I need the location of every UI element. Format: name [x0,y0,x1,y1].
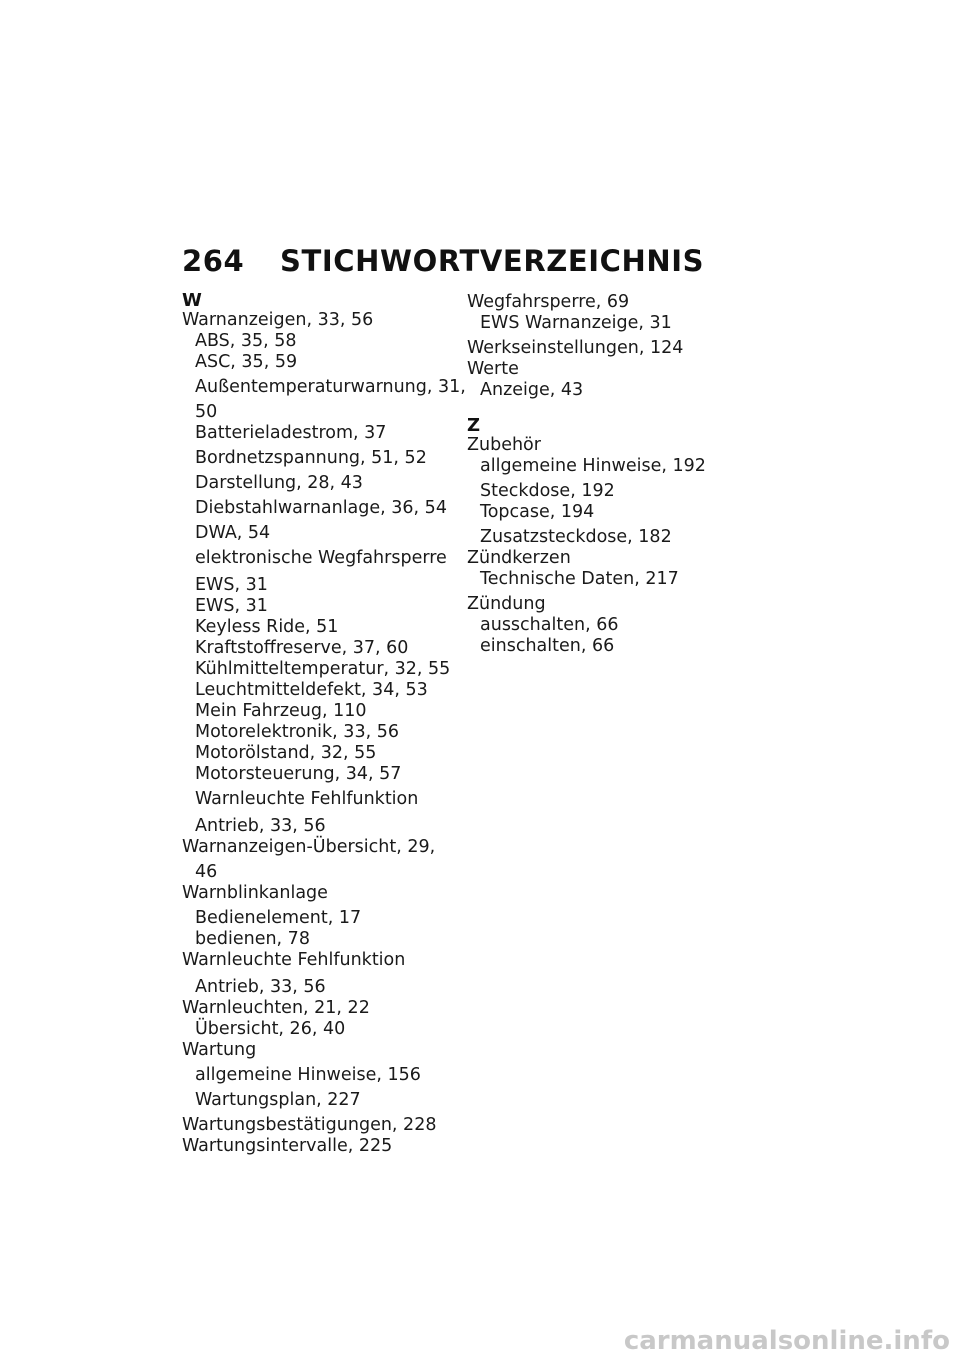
index-subentry: Keyless Ride, 51 [195,617,339,637]
index-entry: Wartungsbestätigungen, 228 [182,1115,437,1135]
index-subentry-continuation: Antrieb, 33, 56 [195,816,326,836]
index-subentry: ABS, 35, 58 [195,331,297,351]
page-header [182,244,704,278]
index-subentry: einschalten, 66 [480,636,615,656]
index-subentry: Übersicht, 26, 40 [195,1019,346,1039]
index-column-right [467,292,767,657]
index-subentry: Bordnetzspannung, 51, 52 [195,448,427,468]
section-letter-w: W [182,290,202,311]
index-subentry-continuation: EWS, 31 [195,575,268,595]
index-column-left [182,290,466,1157]
index-subentry-continuation: 50 [195,402,218,422]
index-entry: Werkseinstellungen, 124 [467,338,684,358]
index-subentry: ausschalten, 66 [480,615,619,635]
index-subentry: Motorsteuerung, 34, 57 [195,764,402,784]
index-subentry: Technische Daten, 217 [480,569,679,589]
index-subentry: Wartungsplan, 227 [195,1090,361,1110]
index-subentry: Motorelektronik, 33, 56 [195,722,399,742]
index-subentry: allgemeine Hinweise, 192 [480,456,706,476]
page-number: 264 [182,244,245,278]
index-subentry: DWA, 54 [195,523,271,543]
index-subentry: Steckdose, 192 [480,481,615,501]
index-entry: Warnleuchte Fehlfunktion [182,950,406,970]
index-entry: Zündkerzen [467,548,571,568]
index-subentry: Bedienelement, 17 [195,908,362,928]
index-subentry-continuation: Antrieb, 33, 56 [195,977,326,997]
index-subentry: EWS Warnanzeige, 31 [480,313,672,333]
index-subentry: Zusatzsteckdose, 182 [480,527,672,547]
index-entry: Warnblinkanlage [182,883,328,903]
index-subentry: allgemeine Hinweise, 156 [195,1065,421,1085]
index-entry: Zubehör [467,435,541,455]
index-entry: Warnleuchten, 21, 22 [182,998,370,1018]
index-entry-continuation: 46 [195,862,218,882]
index-entry: Warnanzeigen, 33, 56 [182,310,374,330]
index-entry: Warnanzeigen-Übersicht, 29, [182,837,436,857]
index-subentry: elektronische Wegfahrsperre [195,548,447,568]
index-subentry: Darstellung, 28, 43 [195,473,363,493]
index-entry: Wartungsintervalle, 225 [182,1136,393,1156]
index-subentry: bedienen, 78 [195,929,310,949]
page-title: STICHWORTVERZEICHNIS [280,244,705,278]
index-entry: Zündung [467,594,546,614]
index-subentry: Außentemperaturwarnung, 31, [195,377,466,397]
index-subentry: Mein Fahrzeug, 110 [195,701,367,721]
index-subentry: Kühlmitteltemperatur, 32, 55 [195,659,451,679]
index-subentry: Topcase, 194 [480,502,595,522]
index-subentry: Warnleuchte Fehlfunktion [195,789,419,809]
index-entry: Werte [467,359,519,379]
section-letter-z: Z [467,415,481,436]
index-entry: Wegfahrsperre, 69 [467,292,630,312]
index-entry: Wartung [182,1040,257,1060]
watermark: carmanualsonline.info [623,1326,950,1356]
index-subentry: EWS, 31 [195,596,268,616]
index-subentry: Batterieladestrom, 37 [195,423,387,443]
index-subentry: ASC, 35, 59 [195,352,298,372]
index-subentry: Kraftstoffreserve, 37, 60 [195,638,409,658]
index-subentry: Anzeige, 43 [480,380,584,400]
index-subentry: Motorölstand, 32, 55 [195,743,377,763]
index-subentry: Leuchtmitteldefekt, 34, 53 [195,680,428,700]
index-subentry: Diebstahlwarnanlage, 36, 54 [195,498,447,518]
